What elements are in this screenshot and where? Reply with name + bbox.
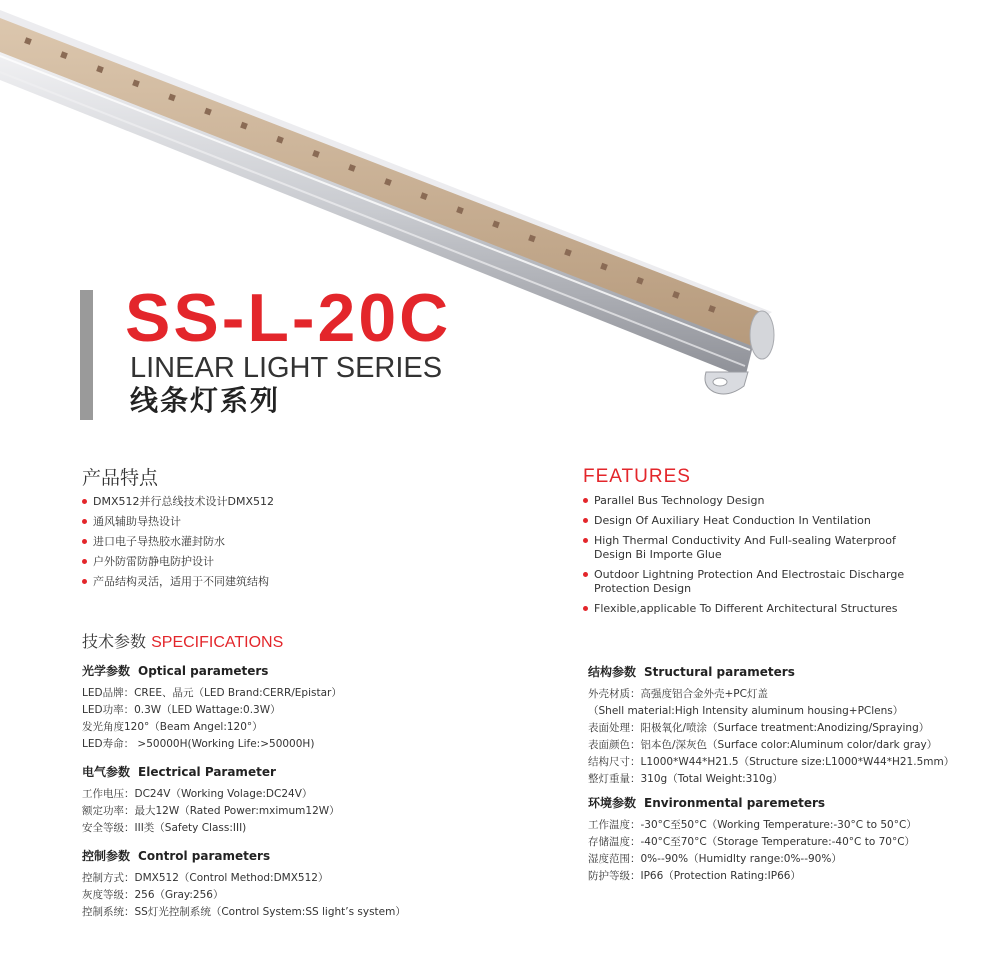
- list-item: 户外防雷防静电防护设计: [82, 555, 502, 569]
- features-cn-list: [82, 495, 502, 595]
- spec-line: （Shell material:High Intensity aluminum housing+PClens）: [588, 705, 904, 717]
- group-title: 控制参数 Control parameters: [82, 849, 271, 863]
- group-title: 结构参数 Structural parameters: [588, 665, 795, 679]
- bullet-icon: [583, 498, 588, 503]
- list-item: Parallel Bus Technology Design: [583, 494, 933, 508]
- list-item: 通风辅助导热设计: [82, 515, 502, 529]
- spec-line: 结构尺寸：L1000*W44*H21.5（Structure size:L1000*W44*H21.5mm）: [588, 756, 955, 768]
- spec-line: 发光角度120°（Beam Angel:120°）: [82, 721, 263, 733]
- bullet-icon: [583, 572, 588, 577]
- spec-line: LED品牌：CREE、晶元（LED Brand:CERR/Epistar）: [82, 687, 342, 699]
- optical-parameters: [82, 663, 342, 753]
- spec-line: 控制方式：DMX512（Control Method:DMX512）: [82, 872, 329, 884]
- product-model: SS-L-20C: [125, 280, 452, 356]
- spec-line: 灰度等级：256（Gray:256）: [82, 889, 224, 901]
- specifications-heading: [82, 629, 283, 652]
- bullet-icon: [82, 539, 87, 544]
- spec-line: 表面颜色：铝本色/深灰色（Surface color:Aluminum color/dark gray）: [588, 739, 938, 751]
- bullet-icon: [583, 606, 588, 611]
- group-title: 环境参数 Environmental paremeters: [588, 796, 826, 810]
- features-en-heading: FEATURES: [583, 466, 691, 487]
- spec-line: LED功率：0.3W（LED Wattage:0.3W）: [82, 704, 281, 716]
- bullet-icon: [82, 519, 87, 524]
- specifications-heading-cn: 技术参数: [82, 632, 147, 651]
- spec-line: 工作温度：-30°C至50°C（Working Temperature:-30°C to 50°C）: [588, 819, 917, 831]
- list-item: 产品结构灵活，适用于不同建筑结构: [82, 575, 502, 589]
- spec-line: 控制系统：SS灯光控制系统（Control System:SS light’s system）: [82, 906, 406, 918]
- bullet-icon: [583, 518, 588, 523]
- mounting-bracket-icon: [705, 372, 748, 394]
- list-item: High Thermal Conductivity And Full-sealing Waterproof Design Bi Importe Glue: [583, 534, 933, 562]
- specifications-heading-en: SPECIFICATIONS: [151, 634, 284, 651]
- bullet-icon: [583, 538, 588, 543]
- spec-line: 整灯重量：310g（Total Weight:310g）: [588, 773, 783, 785]
- spec-line: 额定功率：最大12W（Rated Power:mximum12W）: [82, 805, 340, 817]
- group-title: 电气参数 Electrical Parameter: [82, 765, 276, 779]
- product-series-cn: 线条灯系列: [130, 384, 281, 417]
- structural-parameters: [588, 664, 954, 788]
- features-en-list: [583, 494, 933, 622]
- list-item: 进口电子导热胶水灌封防水: [82, 535, 502, 549]
- spec-line: 湿度范围：0%--90%（HumidIty range:0%--90%）: [588, 853, 842, 865]
- group-title: 光学参数 Optical parameters: [82, 664, 269, 678]
- list-item: DMX512并行总线技术设计DMX512: [82, 495, 502, 509]
- list-item: Outdoor Lightning Protection And Electrostaic Discharge Protection Design: [583, 568, 933, 596]
- product-series-en: LINEAR LIGHT SERIES: [130, 352, 443, 384]
- bullet-icon: [82, 559, 87, 564]
- spec-line: 存储温度：-40°C至70°C（Storage Temperature:-40°C to 70°C）: [588, 836, 916, 848]
- spec-line: 工作电压：DC24V（Working Volage:DC24V）: [82, 788, 313, 800]
- environmental-parameters: [588, 795, 917, 885]
- electrical-parameters: [82, 764, 340, 837]
- features-cn-heading: 产品特点: [82, 467, 159, 489]
- title-accent-bar: [80, 290, 93, 420]
- spec-line: 防护等级：IP66（Protection Rating:IP66）: [588, 870, 801, 882]
- end-cap: [750, 311, 774, 359]
- spec-line: LED寿命： >50000H(Working Life:>50000H): [82, 738, 315, 750]
- list-item: Flexible,applicable To Different Architectural Structures: [583, 602, 933, 616]
- bullet-icon: [82, 499, 87, 504]
- spec-line: 外壳材质：高强度铝合金外壳+PC灯盖: [588, 688, 768, 700]
- spec-line: 安全等级：III类（Safety Class:III): [82, 822, 247, 834]
- control-parameters: [82, 848, 406, 921]
- spec-line: 表面处理：阳极氧化/喷涂（Surface treatment:Anodizing/Spraying）: [588, 722, 930, 734]
- bullet-icon: [82, 579, 87, 584]
- list-item: Design Of Auxiliary Heat Conduction In Ventilation: [583, 514, 933, 528]
